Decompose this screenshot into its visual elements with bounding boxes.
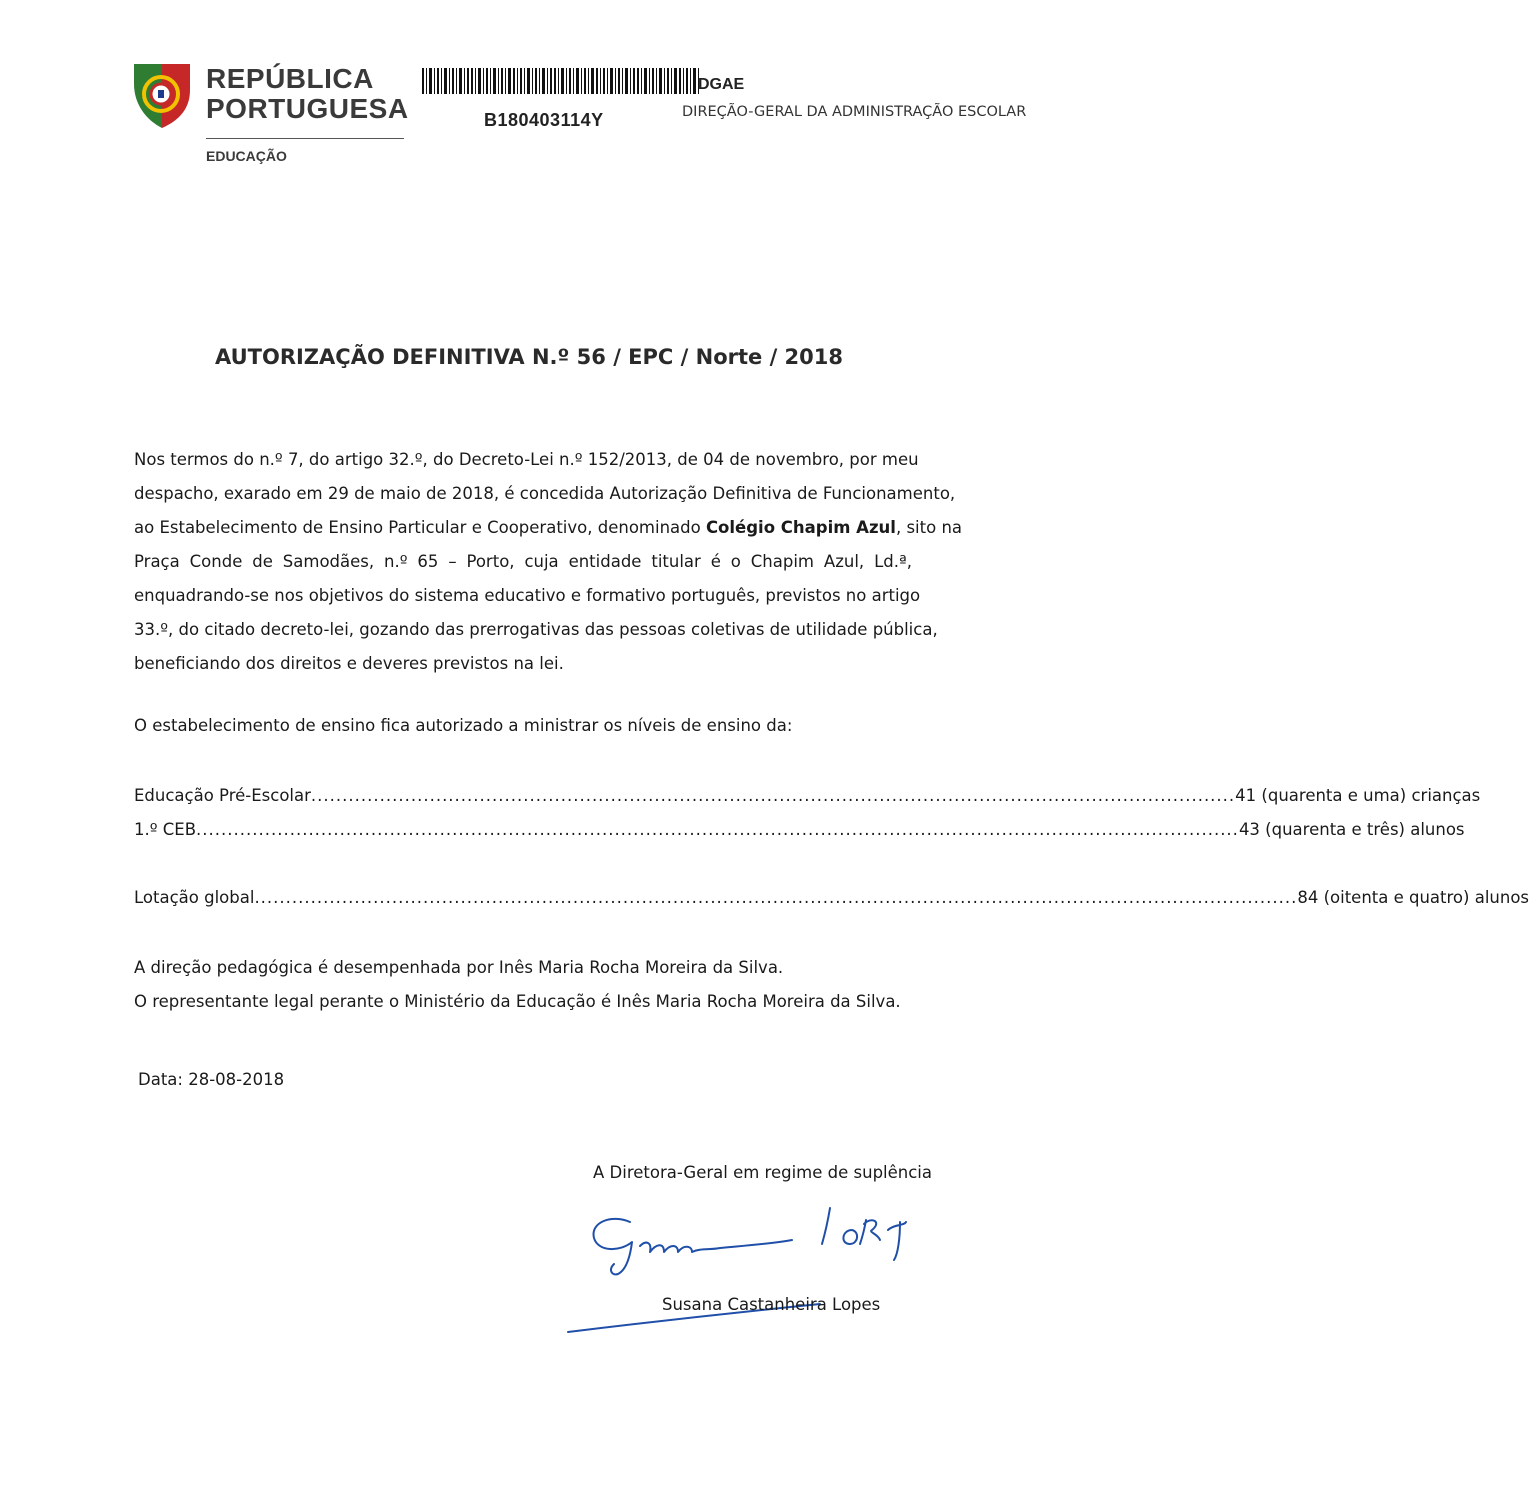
- paragraph-text: ao Estabelecimento de Ensino Particular e Cooperativo, denominado: [134, 518, 706, 537]
- paragraph-text: , sito na: [895, 518, 963, 537]
- pedagogical-direction: A direção pedagógica é desempenhada por Inês Maria Rocha Moreira da Silva.: [134, 958, 784, 977]
- signature-icon: [560, 1200, 940, 1340]
- org-name: DIREÇÃO-GERAL DA ADMINISTRAÇÃO ESCOLAR: [682, 104, 1027, 120]
- school-name: Colégio Chapim Azul: [705, 518, 896, 537]
- level-label: Educação Pré-Escolar: [134, 786, 311, 805]
- brand-divider: [206, 138, 404, 139]
- level-row-preschool: [134, 786, 1481, 805]
- level-value: 43 (quarenta e três) alunos: [1238, 820, 1465, 839]
- ministry-label: EDUCAÇÃO: [206, 148, 287, 164]
- document-date: Data: 28-08-2018: [138, 1070, 285, 1089]
- org-acronym: DGAE: [698, 76, 745, 93]
- global-value: 84 (oitenta e quatro) alunos: [1297, 888, 1529, 907]
- level-row-ceb: [134, 820, 1465, 839]
- dot-leader: .......................................................................................................................................................................: [254, 888, 1298, 907]
- levels-intro: O estabelecimento de ensino fica autorizado a ministrar os níveis de ensino da:: [134, 716, 793, 735]
- dot-leader: ....................................................................................................................................................: [310, 786, 1236, 805]
- global-capacity-row: [134, 888, 1529, 907]
- document-title: AUTORIZAÇÃO DEFINITIVA N.º 56 / EPC / Norte / 2018: [214, 345, 844, 369]
- main-paragraph: [134, 443, 963, 681]
- level-label: 1.º CEB: [134, 820, 197, 839]
- signer-name: Susana Castanheira Lopes: [662, 1295, 881, 1314]
- paragraph-line: enquadrando-se nos objetivos do sistema educativo e formativo português, previstos no artigo: [134, 586, 921, 605]
- paragraph-line: despacho, exarado em 29 de maio de 2018, é concedida Autorização Definitiva de Funcionamento,: [134, 484, 956, 503]
- paragraph-line: Nos termos do n.º 7, do artigo 32.º, do Decreto-Lei n.º 152/2013, de 04 de novembro, por meu: [134, 450, 919, 469]
- paragraph-line: beneficiando dos direitos e deveres previstos na lei.: [134, 654, 564, 673]
- legal-representative: O representante legal perante o Ministério da Educação é Inês Maria Rocha Moreira da Silva.: [134, 992, 901, 1011]
- dot-leader: .......................................................................................................................................................................: [196, 820, 1239, 839]
- global-label: Lotação global: [134, 888, 255, 907]
- signer-role: A Diretora-Geral em regime de suplência: [593, 1163, 932, 1182]
- paragraph-line: Praça Conde de Samodães, n.º 65 – Porto, cuja entidade titular é o Chapim Azul, Ld.ª,: [134, 552, 912, 571]
- barcode-number: B180403114Y: [484, 110, 604, 130]
- barcode-icon: [422, 68, 714, 94]
- brand-line-2: PORTUGUESA: [206, 93, 409, 124]
- level-value: 41 (quarenta e uma) crianças: [1235, 786, 1481, 805]
- paragraph-line: 33.º, do citado decreto-lei, gozando das prerrogativas das pessoas coletivas de utilidade pública,: [134, 620, 938, 639]
- brand-line-1: REPÚBLICA: [206, 63, 374, 94]
- coat-of-arms-icon: [128, 60, 198, 132]
- paragraph-line: [134, 511, 963, 545]
